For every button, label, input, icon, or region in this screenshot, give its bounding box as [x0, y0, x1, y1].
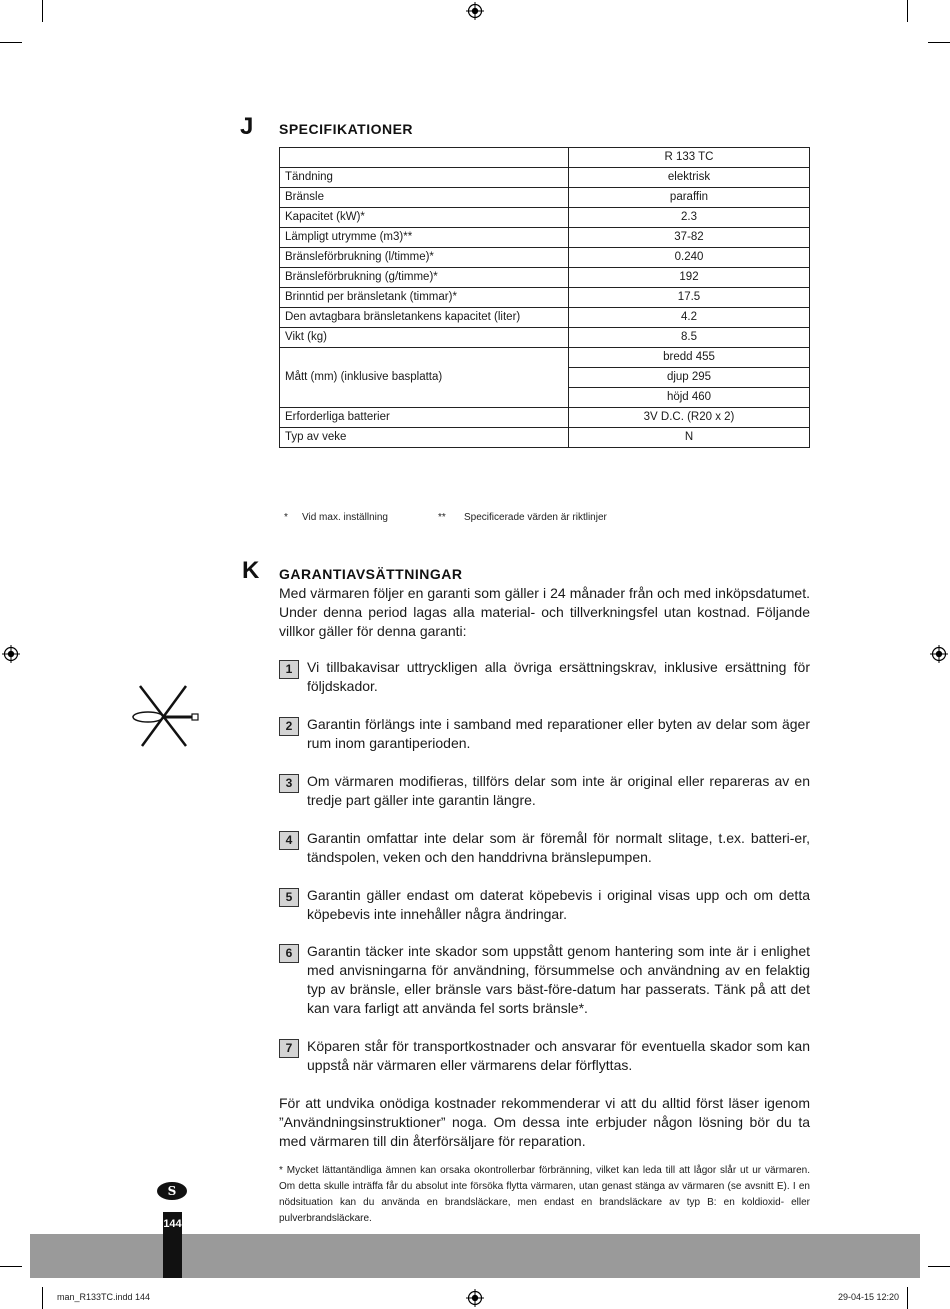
warranty-closing: För att undvika onödiga kostnader rekommenderar vi att du alltid först läser igenom ”Användningsinstruktioner” noga. Om dessa inte erbjuder någon lösning bör du ta med värmaren till din återförsäljare för reparation.: [279, 1095, 810, 1149]
registration-mark-icon: [466, 2, 484, 20]
table-row: [280, 348, 810, 368]
crop-mark: [907, 0, 908, 22]
spec-label: Den avtagbara bränsletankens kapacitet (liter): [280, 308, 569, 328]
warranty-intro: Med värmaren följer en garanti som gäller i 24 månader från och med inköpsdatumet. Under denna period lagas alla material- och tillverkningsfel utan kostnad. Följande villkor gäller för denna garanti:: [279, 585, 810, 639]
section-letter-j: J: [240, 113, 254, 140]
table-row: [280, 308, 810, 328]
file-slug: man_R133TC.indd 144: [57, 1292, 151, 1302]
section-title-warranty: GARANTIAVSÄTTNINGAR: [279, 566, 463, 582]
table-row: [280, 408, 810, 428]
spec-value: 17.5: [569, 288, 810, 308]
warranty-item-text: Garantin förlängs inte i samband med reparationer eller byten av delar som äger rum inom garantiperioden.: [307, 716, 810, 751]
spec-value: djup 295: [569, 368, 810, 388]
table-header-row: [280, 148, 810, 168]
section-letter-k: K: [242, 557, 260, 584]
crop-mark: [42, 0, 43, 22]
footnote-marker: *: [284, 512, 288, 523]
warranty-item-number: 6: [279, 944, 299, 963]
warranty-item-number: 1: [279, 660, 299, 679]
warranty-item-text: Vi tillbakavisar uttryckligen alla övriga ersättningskrav, inklusive ersättning för följdskador.: [307, 659, 810, 694]
warranty-item-number: 7: [279, 1039, 299, 1058]
spec-label: Erforderliga batterier: [280, 408, 569, 428]
spec-label: Tändning: [280, 168, 569, 188]
spec-label: Vikt (kg): [280, 328, 569, 348]
table-header-model: R 133 TC: [569, 148, 810, 168]
warranty-item-text: Garantin gäller endast om daterat köpebevis i original visas upp och om detta köpebevis inte innehåller några ändringar.: [307, 887, 810, 922]
spec-value: bredd 455: [569, 348, 810, 368]
table-header-empty: [280, 148, 569, 168]
spec-value: 37-82: [569, 228, 810, 248]
spec-label: Lämpligt utrymme (m3)**: [280, 228, 569, 248]
spec-value: 192: [569, 268, 810, 288]
page-number: 144: [163, 1218, 182, 1230]
spec-value: paraffin: [569, 188, 810, 208]
spec-label: Brinntid per bränsletank (timmar)*: [280, 288, 569, 308]
language-badge: S: [157, 1182, 187, 1200]
spec-value: elektrisk: [569, 168, 810, 188]
table-row: [280, 328, 810, 348]
warranty-item-text: Köparen står för transportkostnader och ansvarar för eventuella skador som kan uppstå när värmaren eller värmarens delar förflyttas.: [307, 1038, 810, 1073]
crop-mark: [907, 1287, 908, 1309]
spec-label: Bränsleförbrukning (g/timme)*: [280, 268, 569, 288]
warranty-item-number: 4: [279, 831, 299, 850]
table-row: [280, 168, 810, 188]
table-row: [280, 428, 810, 448]
spec-value: 0.240: [569, 248, 810, 268]
warranty-item-number: 2: [279, 717, 299, 736]
warranty-item-number: 5: [279, 888, 299, 907]
registration-mark-icon: [2, 645, 20, 663]
spec-label: Bränsleförbrukning (l/timme)*: [280, 248, 569, 268]
table-row: [280, 288, 810, 308]
spec-label: Mått (mm) (inklusive basplatta): [280, 348, 569, 408]
crop-mark: [42, 1287, 43, 1309]
footnote-marker: **: [438, 512, 446, 523]
spec-value: 8.5: [569, 328, 810, 348]
date-slug: 29-04-15 12:20: [838, 1292, 900, 1302]
table-row: [280, 208, 810, 228]
spec-value: 4.2: [569, 308, 810, 328]
fuel-safety-note: * Mycket lättantändliga ämnen kan orsaka okontrollerbar förbränning, vilket kan leda till att lågor slår ut ur värmaren. Om detta skulle inträffa får du absolut inte försöka flytta värmaren, utan genast stänga av värmaren (se avsnitt E). I en nödsituation kan du använda en brandsläckare, men endast en brandsläckare av typ B: en koldioxid- eller pulverbrandsläckare.: [279, 1165, 810, 1224]
warranty-item-text: Garantin täcker inte skador som uppstått genom hantering som inte är i enlighet med anvisningarna för användning, försummelse och användning av en felaktig typ av bränsle, eller bränsle vars bäst-före-datum har passerats. Tänk på att det kan vara farligt att använda fel sorts bränsle*.: [307, 943, 810, 1016]
table-row: [280, 268, 810, 288]
spec-label: Kapacitet (kW)*: [280, 208, 569, 228]
spec-value: 2.3: [569, 208, 810, 228]
crop-mark: [928, 42, 950, 43]
warranty-item-text: Om värmaren modifieras, tillförs delar som inte är original eller repareras av en tredje part gäller inte garantin längre.: [307, 773, 810, 808]
section-title-specifications: SPECIFIKATIONER: [279, 121, 414, 137]
spec-label: Typ av veke: [280, 428, 569, 448]
spec-value: 3V D.C. (R20 x 2): [569, 408, 810, 428]
footnote-max-setting: Vid max. inställning: [302, 512, 388, 523]
warranty-item-text: Garantin omfattar inte delar som är föremål för normalt slitage, t.ex. batteri-er, tändspolen, veken och den handdrivna bränslepumpen.: [307, 830, 810, 865]
footnote-guidelines: Specificerade värden är riktlinjer: [464, 512, 607, 523]
specifications-table: [279, 147, 810, 448]
registration-mark-icon: [466, 1289, 484, 1307]
warranty-item-number: 3: [279, 774, 299, 793]
no-screwdriver-icon: [130, 684, 200, 748]
table-row: [280, 188, 810, 208]
table-row: [280, 248, 810, 268]
registration-mark-icon: [930, 645, 948, 663]
table-row: [280, 228, 810, 248]
spec-value: N: [569, 428, 810, 448]
spec-label: Bränsle: [280, 188, 569, 208]
crop-mark: [0, 42, 22, 43]
crop-mark: [0, 1266, 22, 1267]
crop-mark: [928, 1266, 950, 1267]
spec-value: höjd 460: [569, 388, 810, 408]
